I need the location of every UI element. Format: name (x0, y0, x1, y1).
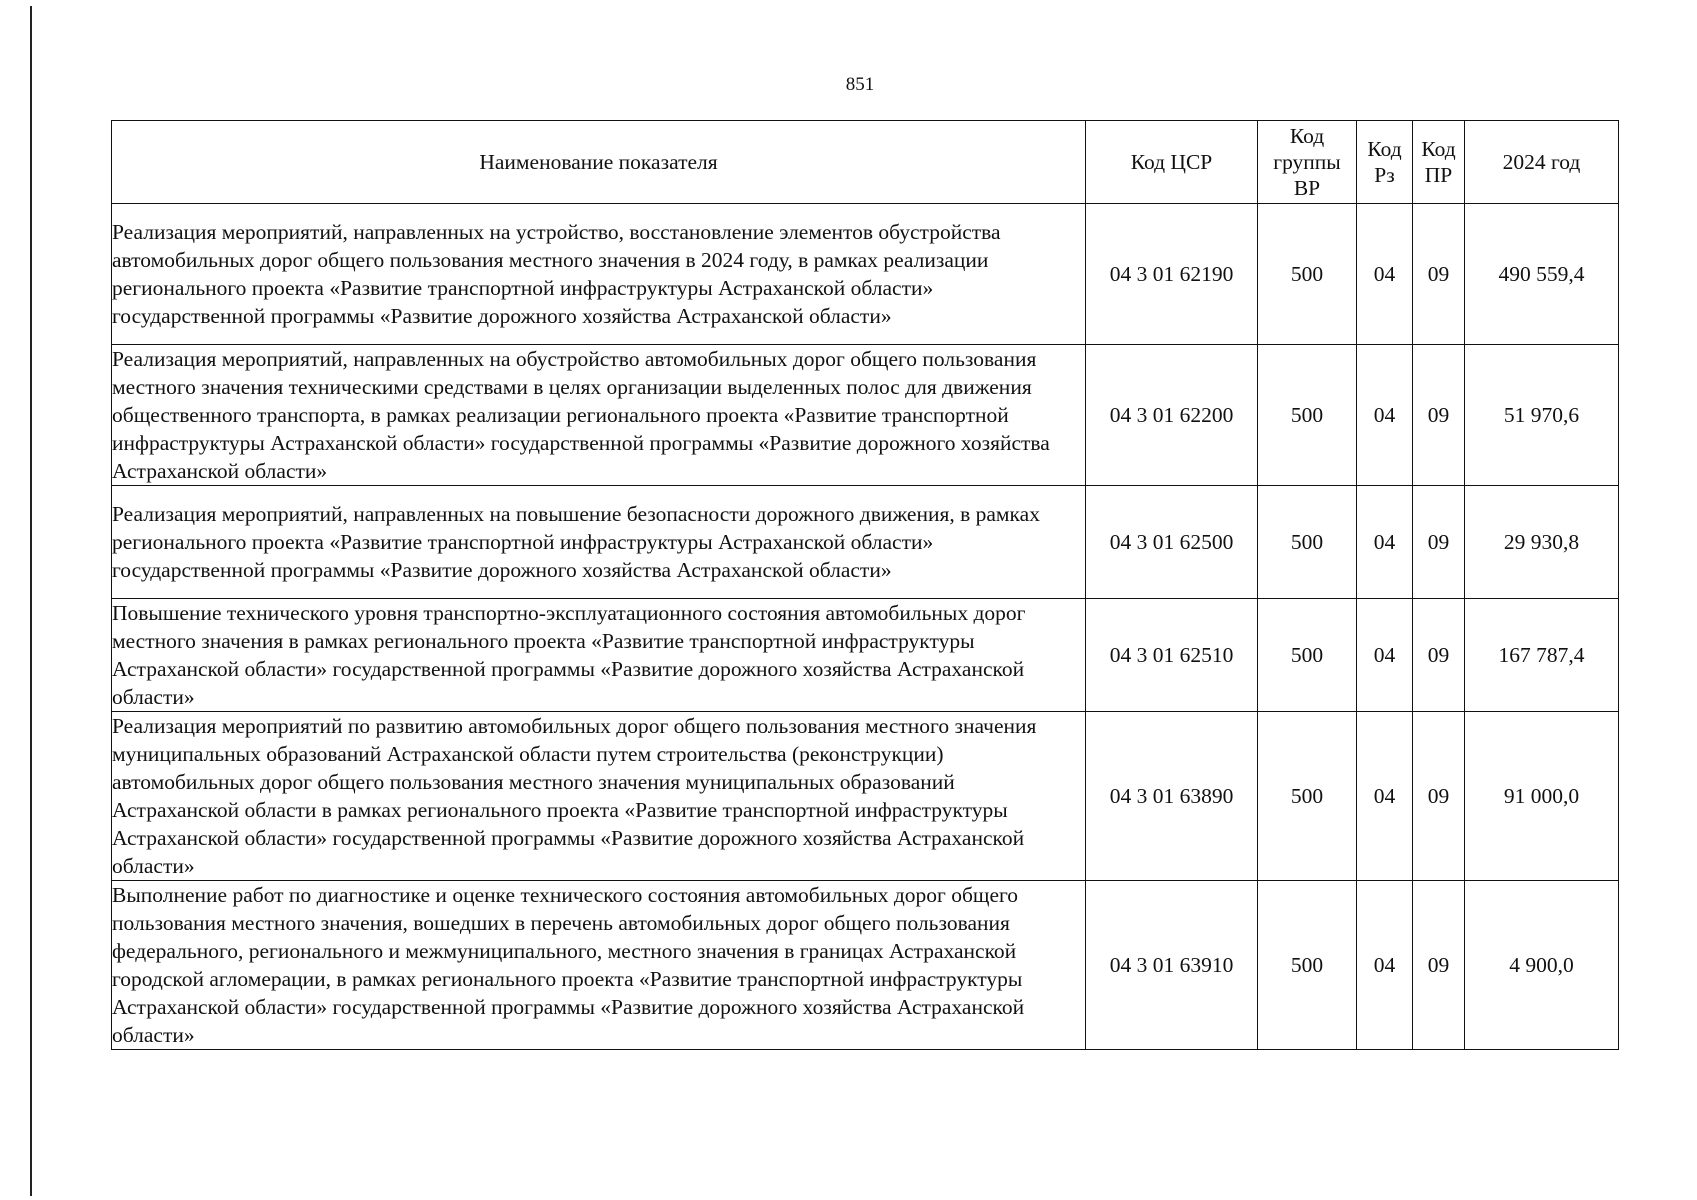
row-pr-code: 09 (1413, 204, 1465, 345)
row-vr-code: 500 (1258, 712, 1357, 881)
page-number: 851 (845, 74, 875, 95)
row-name: Реализация мероприятий по развитию автомобильных дорог общего пользования местного значения муниципальных образований Астраханской области путем строительства (реконструкции) автомобильных дорог общего пользования местного значения муниципальных образований Астраханской области в рамках регионального проекта «Развитие транспортной инфраструктуры Астраханской области» государственной программы «Развитие дорожного хозяйства Астраханской области» (112, 712, 1086, 881)
row-amount: 51 970,6 (1465, 345, 1619, 486)
header-csr-code: Код ЦСР (1086, 121, 1258, 204)
row-vr-code: 500 (1258, 345, 1357, 486)
row-amount: 167 787,4 (1465, 599, 1619, 712)
row-name: Повышение технического уровня транспортно-эксплуатационного состояния автомобильных дорог местного значения в рамках регионального проекта «Развитие транспортной инфраструктуры Астраханской области» государственной программы «Развитие дорожного хозяйства Астраханской области» (112, 599, 1086, 712)
row-rz-code: 04 (1357, 599, 1413, 712)
row-name: Выполнение работ по диагностике и оценке технического состояния автомобильных дорог общего пользования местного значения, вошедших в перечень автомобильных дорог общего пользования федерального, регионального и межмуниципального, местного значения в границах Астраханской городской агломерации, в рамках регионального проекта «Развитие транспортной инфраструктуры Астраханской области» государственной программы «Развитие дорожного хозяйства Астраханской области» (112, 881, 1086, 1050)
scan-margin-line (30, 6, 32, 1196)
row-pr-code: 09 (1413, 712, 1465, 881)
row-vr-code: 500 (1258, 486, 1357, 599)
row-rz-code: 04 (1357, 486, 1413, 599)
header-vr-code: Код группы ВР (1258, 121, 1357, 204)
row-vr-code: 500 (1258, 599, 1357, 712)
header-rz-code: Код Рз (1357, 121, 1413, 204)
row-rz-code: 04 (1357, 345, 1413, 486)
table-row (112, 345, 1619, 486)
table-row (112, 204, 1619, 345)
budget-table (111, 120, 1619, 1050)
row-csr-code: 04 3 01 62500 (1086, 486, 1258, 599)
row-csr-code: 04 3 01 62200 (1086, 345, 1258, 486)
row-pr-code: 09 (1413, 881, 1465, 1050)
row-name: Реализация мероприятий, направленных на обустройство автомобильных дорог общего пользования местного значения техническими средствами в целях организации выделенных полос для движения общественного транспорта, в рамках реализации регионального проекта «Развитие транспортной инфраструктуры Астраханской области» государственной программы «Развитие дорожного хозяйства Астраханской области» (112, 345, 1086, 486)
row-amount: 29 930,8 (1465, 486, 1619, 599)
row-rz-code: 04 (1357, 204, 1413, 345)
row-amount: 490 559,4 (1465, 204, 1619, 345)
row-pr-code: 09 (1413, 345, 1465, 486)
header-year-2024: 2024 год (1465, 121, 1619, 204)
header-pr-code: Код ПР (1413, 121, 1465, 204)
header-name: Наименование показателя (112, 121, 1086, 204)
row-csr-code: 04 3 01 63890 (1086, 712, 1258, 881)
row-csr-code: 04 3 01 62190 (1086, 204, 1258, 345)
table-row (112, 712, 1619, 881)
row-csr-code: 04 3 01 63910 (1086, 881, 1258, 1050)
row-rz-code: 04 (1357, 712, 1413, 881)
row-pr-code: 09 (1413, 599, 1465, 712)
table-header-row (112, 121, 1619, 204)
row-csr-code: 04 3 01 62510 (1086, 599, 1258, 712)
row-name: Реализация мероприятий, направленных на повышение безопасности дорожного движения, в рамках регионального проекта «Развитие транспортной инфраструктуры Астраханской области» государственной программы «Развитие дорожного хозяйства Астраханской области» (112, 486, 1086, 599)
table-row (112, 599, 1619, 712)
row-pr-code: 09 (1413, 486, 1465, 599)
table-row (112, 881, 1619, 1050)
row-amount: 91 000,0 (1465, 712, 1619, 881)
row-rz-code: 04 (1357, 881, 1413, 1050)
table-row (112, 486, 1619, 599)
row-amount: 4 900,0 (1465, 881, 1619, 1050)
row-vr-code: 500 (1258, 881, 1357, 1050)
row-name: Реализация мероприятий, направленных на устройство, восстановление элементов обустройства автомобильных дорог общего пользования местного значения в 2024 году, в рамках реализации регионального проекта «Развитие транспортной инфраструктуры Астраханской области» государственной программы «Развитие дорожного хозяйства Астраханской области» (112, 204, 1086, 345)
row-vr-code: 500 (1258, 204, 1357, 345)
